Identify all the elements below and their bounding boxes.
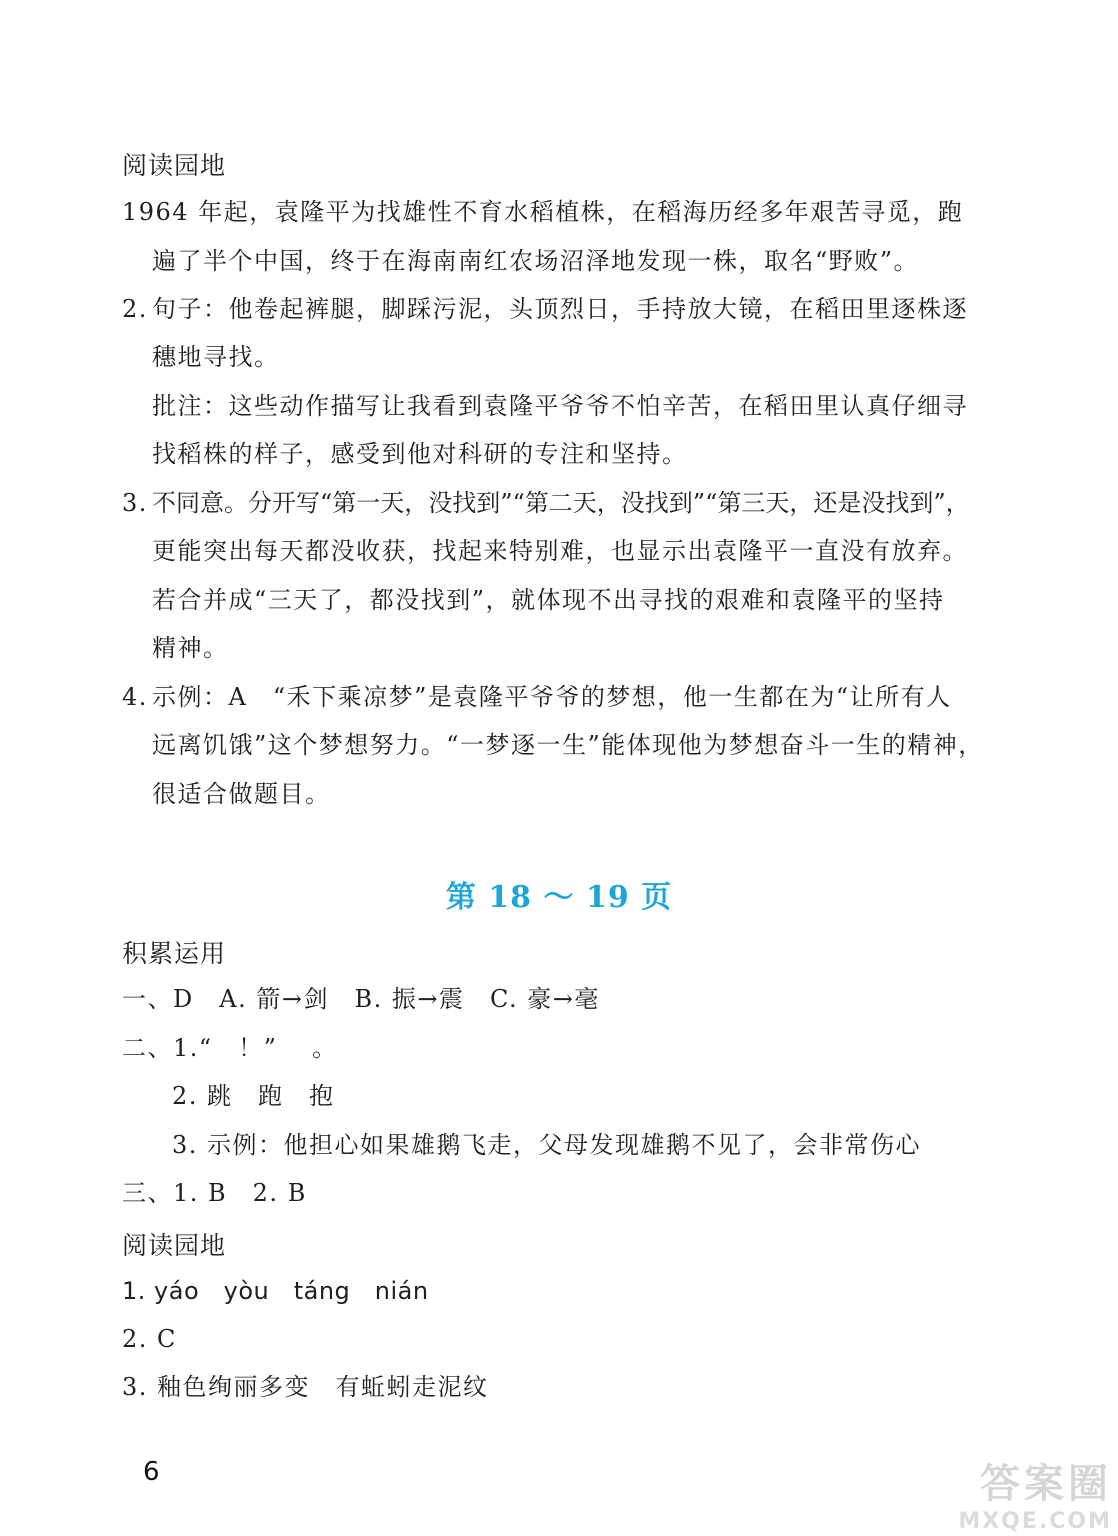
item-2-number: 2.: [122, 295, 148, 323]
item-4-line-2: 远离饥饿”这个梦想努力。“一梦逐一生”能体现他为梦想奋斗一生的精神，: [152, 731, 984, 759]
accumulation-line-3: 2. 跳 跑 抱: [172, 1082, 335, 1110]
accumulation-line-4: 3. 示例：他担心如果雄鹅飞走，父母发现雄鹅不见了，会非常伤心: [172, 1131, 922, 1159]
item-3-line-2: 更能突出每天都没收获，找起来特别难，也显示出袁隆平一直没有放弃。: [152, 537, 968, 565]
section-heading-accumulation: 积累运用: [122, 939, 227, 968]
item-2-note-line-1: 批注：这些动作描写让我看到袁隆平爷爷不怕辛苦，在稻田里认真仔细寻: [152, 392, 968, 420]
accumulation-line-5: 三、1. B 2. B: [122, 1179, 307, 1207]
watermark-url: MXQE.COM: [958, 1509, 1112, 1534]
item-3-line-4: 精神。: [152, 634, 229, 662]
item-3-line-1: 不同意。分开写“第一天，没找到”“第二天，没找到”“第三天，还是没找到”，: [152, 489, 970, 517]
page-number: 6: [143, 1457, 160, 1487]
reading2-line-1: 1. yáo yòu táng nián: [122, 1277, 429, 1305]
watermark-logo: [942, 1452, 1112, 1532]
item-3-line-3: 若合并成“三天了，都没找到”，就体现不出寻找的艰难和袁隆平的坚持: [152, 586, 945, 614]
accumulation-line-2: 二、1.“ ！” 。: [122, 1034, 338, 1062]
page-range-title: 第 18 ～ 19 页: [445, 880, 673, 915]
accumulation-line-1: 一、D A. 箭→剑 B. 振→震 C. 豪→毫: [122, 985, 600, 1013]
section-heading-reading-2: 阅读园地: [122, 1231, 227, 1260]
item-1-line-2: 遍了半个中国，终于在海南南红农场沼泽地发现一株，取名“野败”。: [152, 247, 920, 275]
item-1-line-1: 1964 年起，袁隆平为找雄性不育水稻植株，在稻海历经多年艰苦寻觅，跑: [122, 198, 964, 226]
item-2-line-2: 穗地寻找。: [152, 343, 280, 371]
item-3-number: 3.: [122, 489, 148, 517]
item-4-line-1: 示例：A “禾下乘凉梦”是袁隆平爷爷的梦想，他一生都在为“让所有人: [152, 683, 952, 711]
item-2-note-line-2: 找稻株的样子，感受到他对科研的专注和坚持。: [152, 440, 688, 468]
reading2-line-2: 2. C: [122, 1325, 177, 1353]
item-4-number: 4.: [122, 683, 148, 711]
watermark-text: 答案圈: [980, 1461, 1112, 1507]
section-heading-reading: 阅读园地: [122, 151, 227, 180]
reading2-line-3: 3. 釉色绚丽多变 有蚯蚓走泥纹: [122, 1373, 489, 1401]
item-2-line-1: 句子：他卷起裤腿，脚踩污泥，头顶烈日，手持放大镜，在稻田里逐株逐: [152, 295, 968, 323]
item-4-line-3: 很适合做题目。: [152, 780, 331, 808]
